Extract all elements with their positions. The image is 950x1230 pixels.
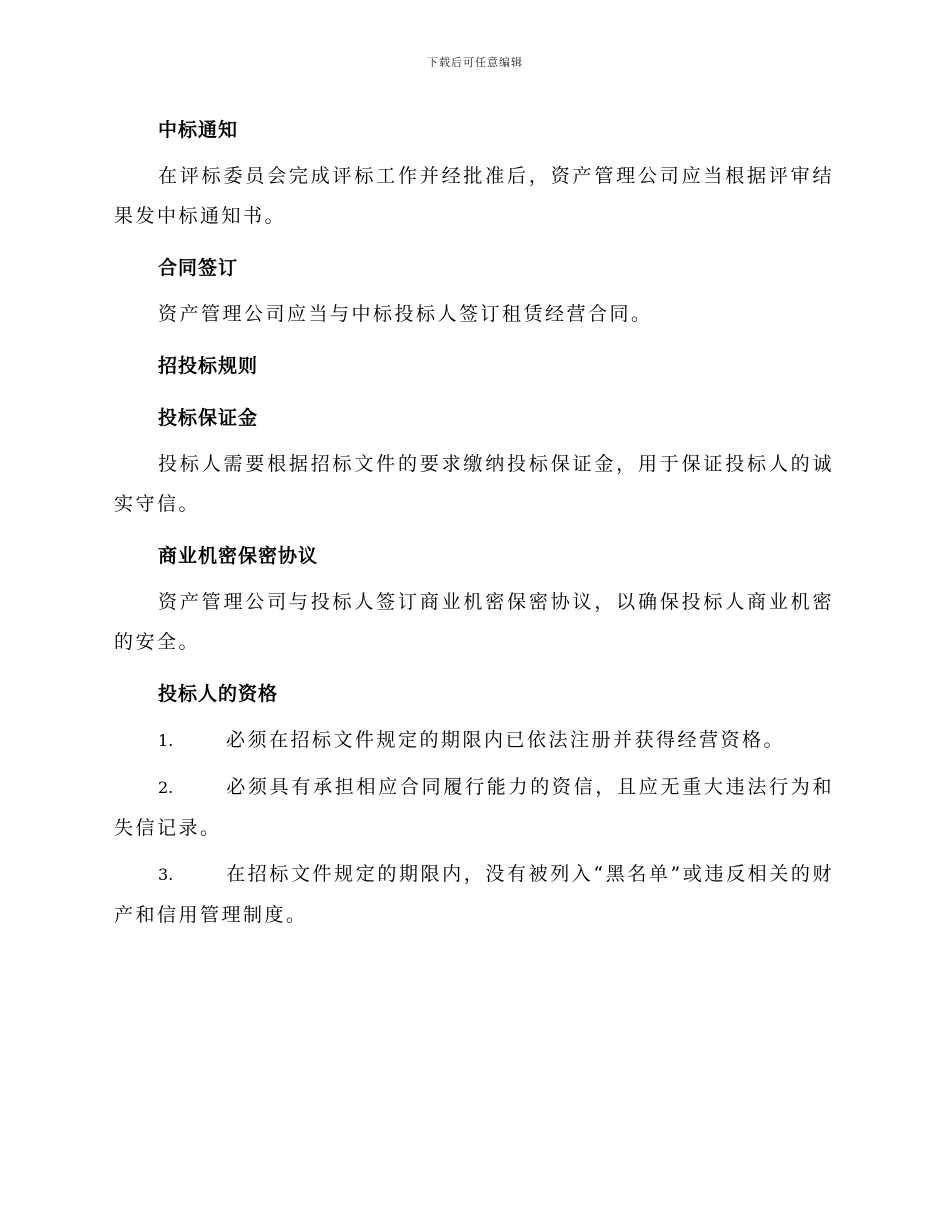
- list-item-text: 在招标文件规定的期限内，没有被列入“黑名单”或违反相关的财产和信用管理制度。: [114, 863, 834, 926]
- section-heading-qualifications: 投标人的资格: [158, 683, 279, 705]
- list-number: 1.: [158, 731, 174, 750]
- paragraph-award-notice: 在评标委员会完成评标工作并经批准后，资产管理公司应当根据评审结果发中标通知书。: [114, 165, 834, 227]
- qualification-item: [114, 767, 834, 848]
- document-body: [114, 110, 834, 935]
- section-heading-bidding-rules: 招投标规则: [158, 355, 259, 377]
- section-heading-award-notice: 中标通知: [158, 119, 239, 141]
- section-heading-contract-signing: 合同签订: [158, 257, 239, 279]
- section-heading-confidentiality: 商业机密保密协议: [158, 545, 319, 567]
- list-number: 3.: [158, 865, 174, 884]
- paragraph-contract-signing: 资产管理公司应当与中标投标人签订租赁经营合同。: [158, 303, 653, 325]
- list-item-text: 必须具有承担相应合同履行能力的资信，且应无重大违法行为和失信记录。: [114, 776, 834, 839]
- page-header-note: 下载后可任意编辑: [427, 56, 523, 69]
- list-item-text: 必须在招标文件规定的期限内已依法注册并获得经营资格。: [226, 729, 786, 751]
- qualification-item: [114, 854, 834, 935]
- paragraph-confidentiality: 资产管理公司与投标人签订商业机密保密协议，以确保投标人商业机密的安全。: [114, 591, 834, 653]
- qualification-item: [114, 720, 834, 761]
- list-number: 2.: [158, 778, 174, 797]
- section-heading-bid-bond: 投标保证金: [158, 407, 259, 429]
- paragraph-bid-bond: 投标人需要根据招标文件的要求缴纳投标保证金，用于保证投标人的诚实守信。: [114, 453, 834, 515]
